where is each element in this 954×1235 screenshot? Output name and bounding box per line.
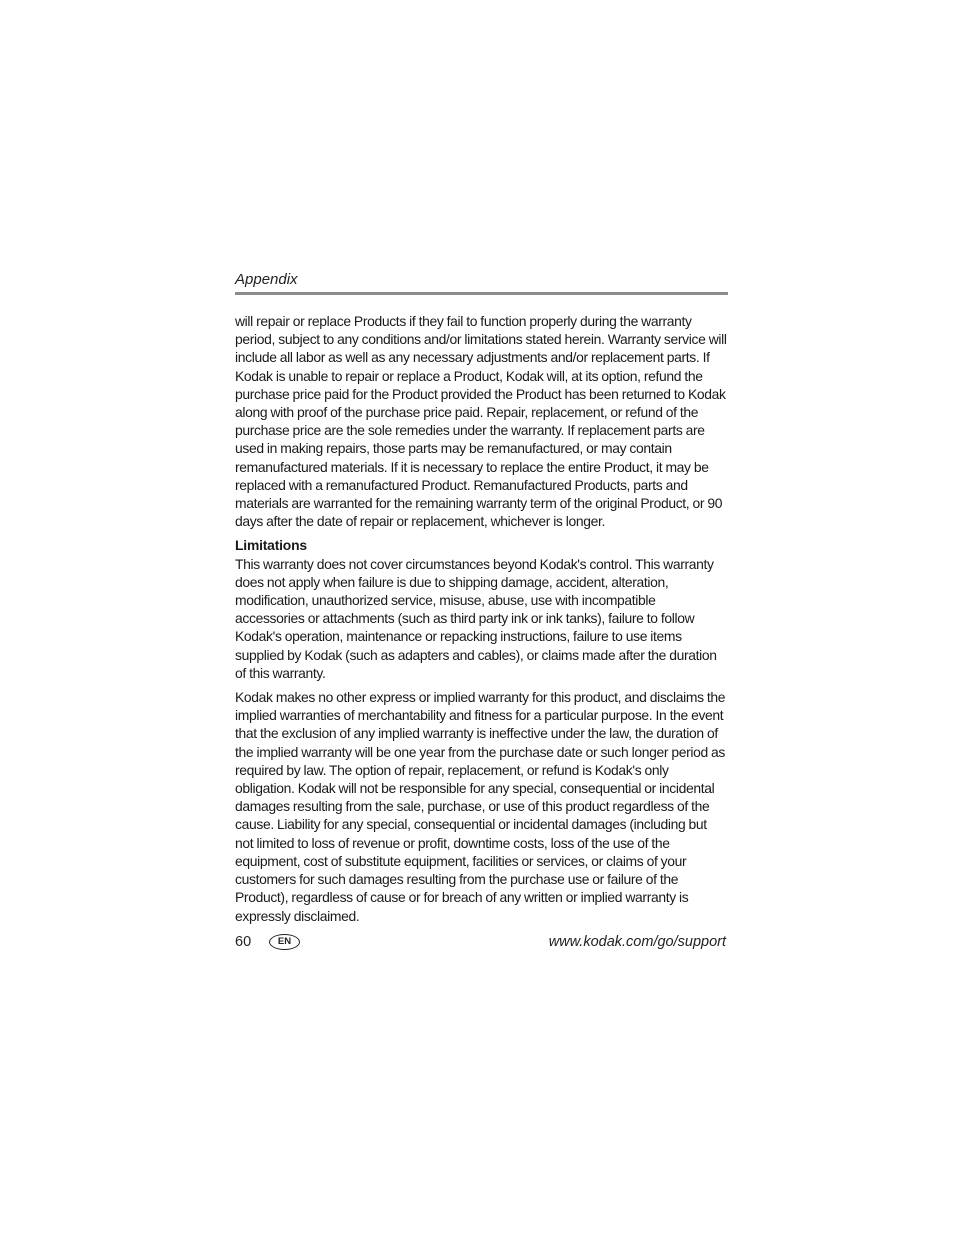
limitations-heading: Limitations: [235, 537, 307, 554]
header-divider: [235, 292, 728, 295]
support-url-link[interactable]: www.kodak.com/go/support: [548, 934, 726, 950]
section-header: Appendix: [235, 271, 298, 288]
language-badge-icon: EN: [269, 934, 300, 950]
warranty-repair-paragraph: will repair or replace Products if they fail to function properly during the warranty period, subject to any conditions and/or limitations stated herein. Warranty service will include all labor as well as any necessary adjustments and/or replacement parts. If Kodak is unable to repair or replace a Product, Kodak will, at its option, refund the purchase price paid for the Product provided the Product has been returned to Kodak along with proof of the purchase price paid. Repair, replacement, or refund of the purchase price are the sole remedies under the warranty. If replacement parts are used in making repairs, those parts may be remanufactured, or may contain remanufactured materials. If it is necessary to replace the entire Product, it may be replaced with a remanufactured Product. Remanufactured Products, parts and materials are warranted for the remaining warranty term of the original Product, or 90 days after the date of repair or replacement, whichever is longer.: [235, 313, 727, 530]
disclaimer-paragraph: Kodak makes no other express or implied warranty for this product, and disclaims the implied warranties of merchantability and fitness for a particular purpose. In the event that the exclusion of any implied warranty is ineffective under the law, the duration of the implied warranty will be one year from the purchase date or such longer period as required by law. The option of repair, replacement, or refund is Kodak's only obligation. Kodak will not be responsible for any special, consequential or incidental damages resulting from the sale, purchase, or use of this product regardless of the cause. Liability for any special, consequential or incidental damages (including but not limited to loss of revenue or profit, downtime costs, loss of the use of the equipment, cost of substitute equipment, facilities or services, or claims of your customers for such damages resulting from the purchase use or failure of the Product), regardless of cause or for breach of any written or implied warranty is expressly disclaimed.: [235, 689, 726, 924]
page-footer: [235, 931, 726, 953]
page-body: [235, 312, 727, 925]
limitations-paragraph: This warranty does not cover circumstances beyond Kodak's control. This warranty does not apply when failure is due to shipping damage, accident, alteration, modification, unauthorized service, misuse, abuse, use with incompatible accessories or attachments (such as third party ink or ink tanks), failure to follow Kodak's operation, maintenance or repacking instructions, failure to use items supplied by Kodak (such as adapters and cables), or claims made after the duration of this warranty.: [235, 555, 717, 681]
page-number: 60: [235, 934, 252, 950]
